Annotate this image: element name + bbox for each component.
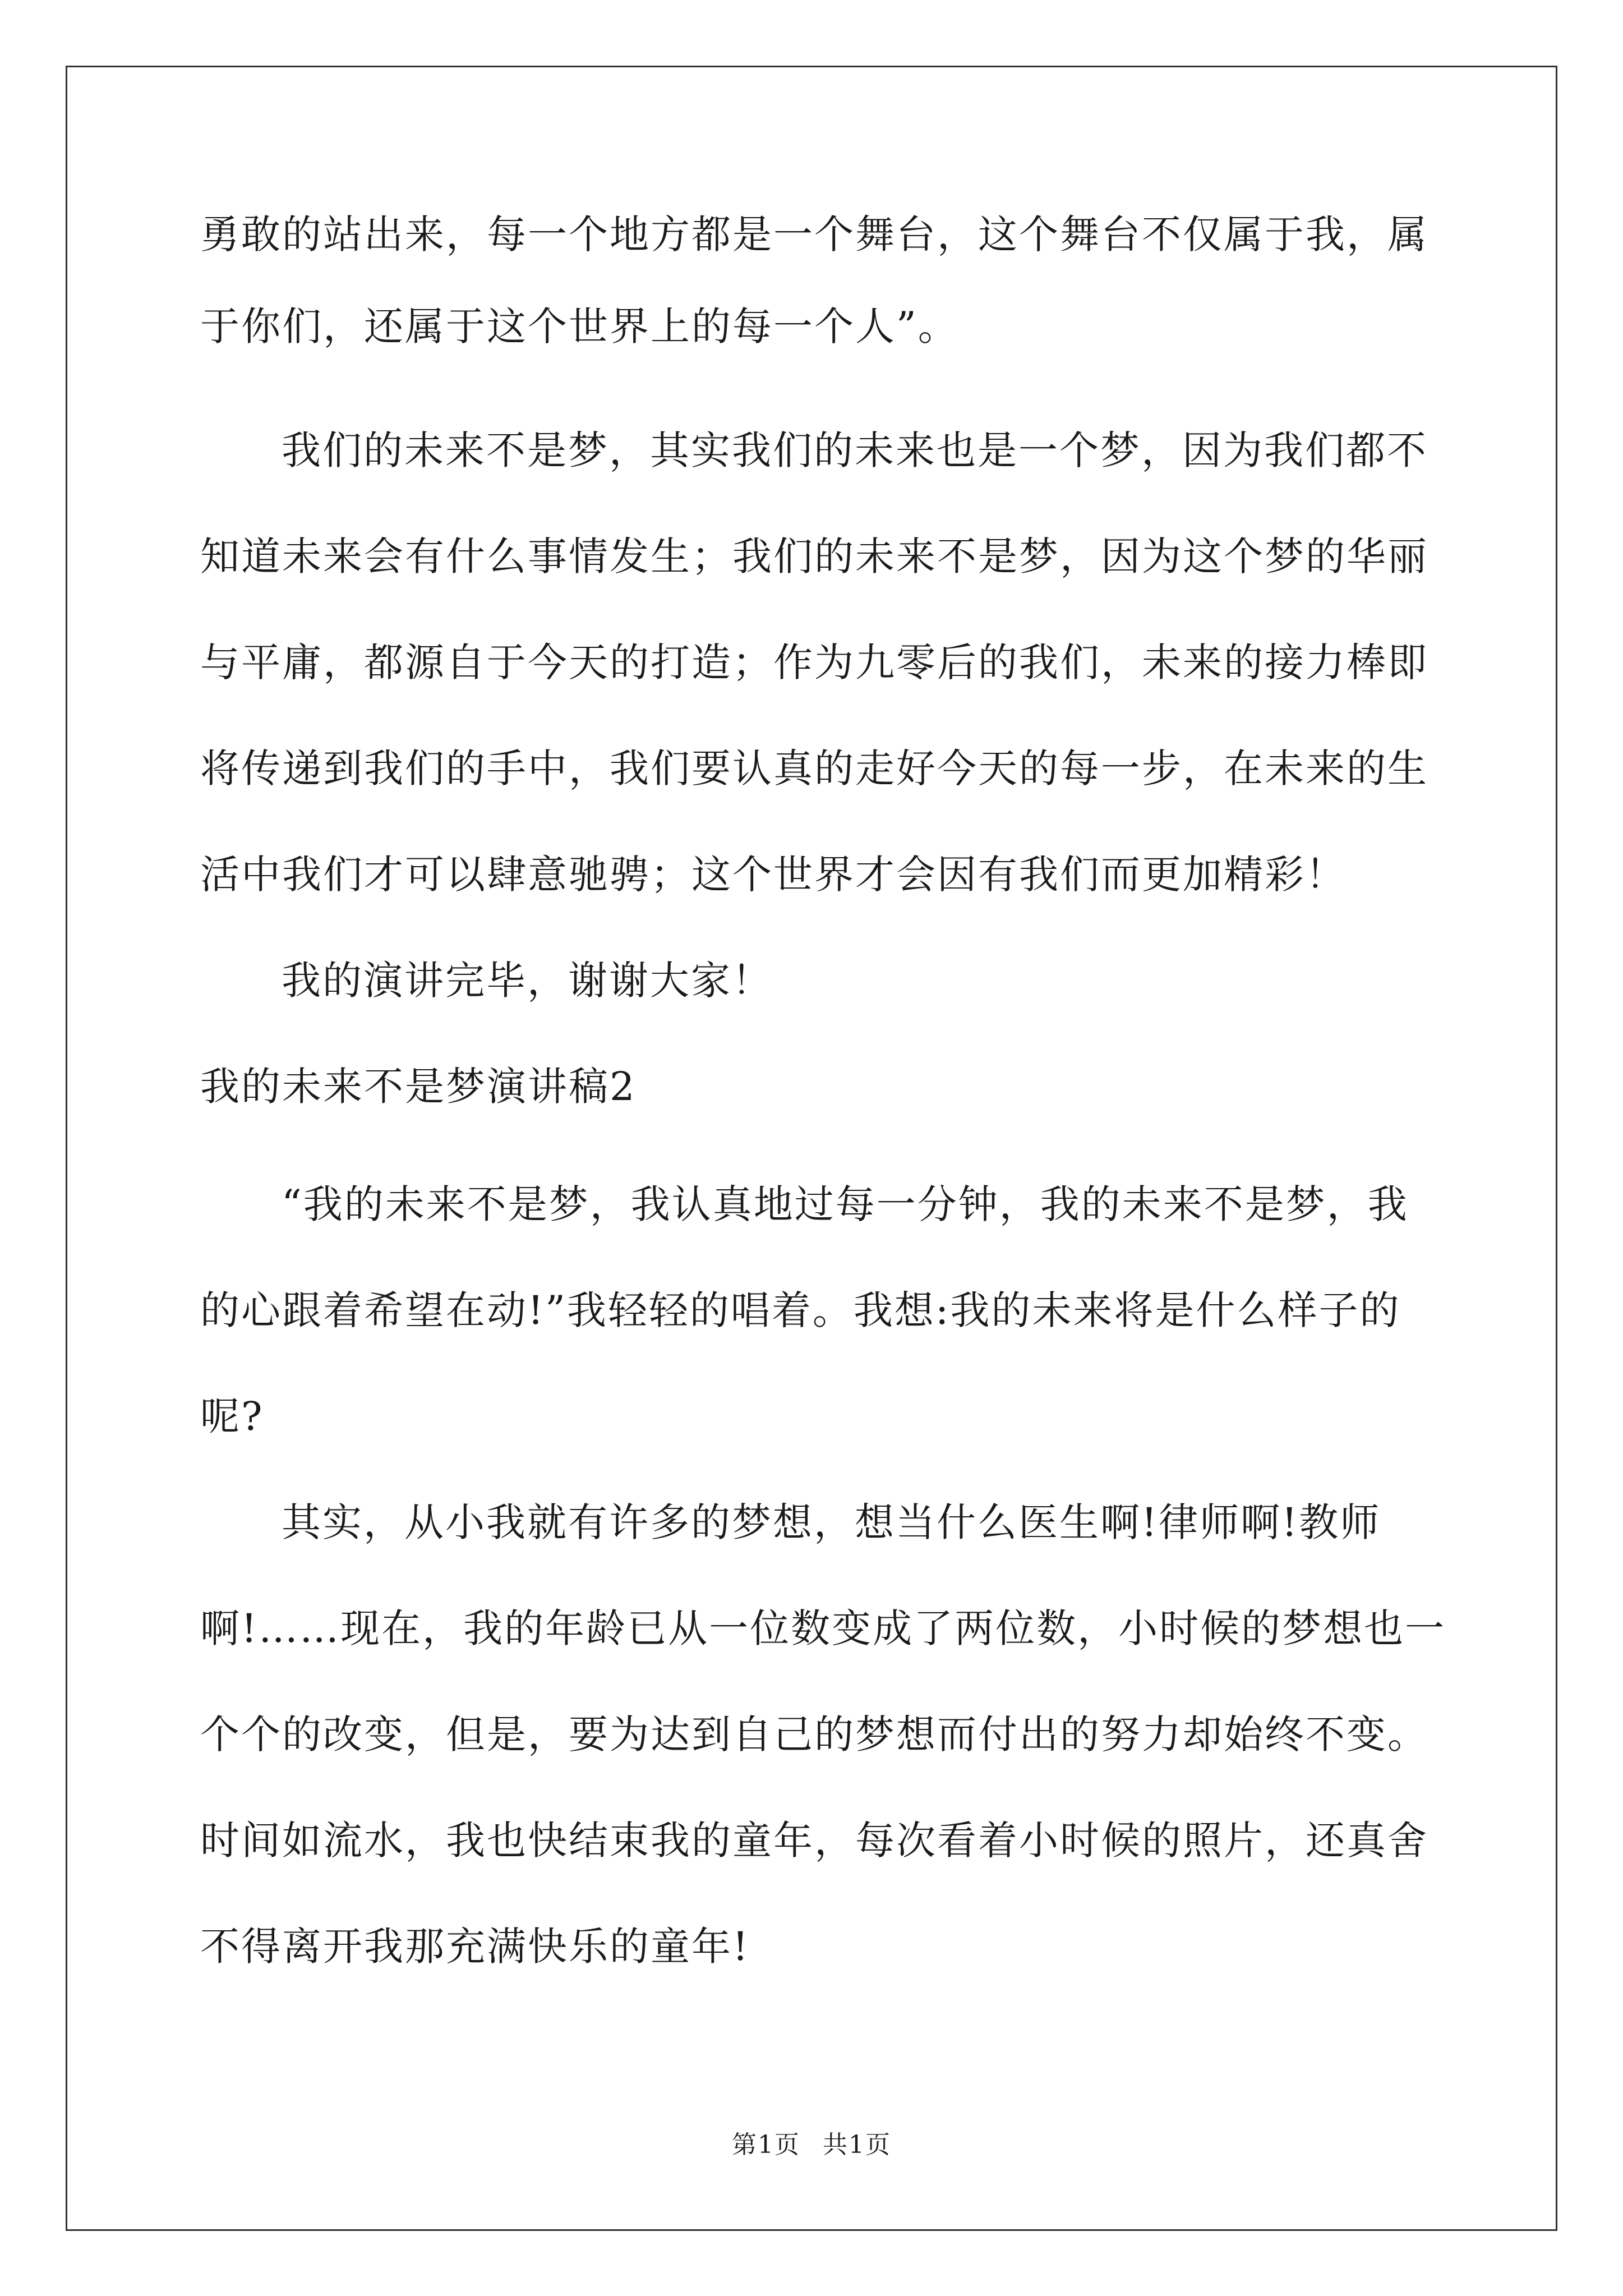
text-line: 勇敢的站出来，每一个地方都是一个舞台，这个舞台不仅属于我，属 xyxy=(200,211,1428,257)
text-line: 知道未来会有什么事情发生；我们的未来不是梦，因为这个梦的华丽 xyxy=(200,533,1428,579)
text-line: 与平庸，都源自于今天的打造；作为九零后的我们，未来的接力棒即 xyxy=(200,639,1428,685)
text-line: 呢? xyxy=(200,1393,264,1439)
section-heading: 我的未来不是梦演讲稿2 xyxy=(200,1064,637,1110)
text-line: “我的未来不是梦，我认真地过每一分钟，我的未来不是梦，我 xyxy=(282,1181,1409,1227)
text-line: 时间如流水，我也快结束我的童年，每次看着小时候的照片，还真舍 xyxy=(200,1818,1428,1864)
page-number-total: 共1页 xyxy=(823,2131,891,2159)
page-border xyxy=(66,66,1557,2231)
text-line: 将传递到我们的手中，我们要认真的走好今天的每一步，在未来的生 xyxy=(200,746,1428,792)
text-line: 的心跟着希望在动!”我轻轻的唱着。我想:我的未来将是什么样子的 xyxy=(200,1287,1401,1333)
text-line: 不得离开我那充满快乐的童年! xyxy=(200,1924,750,1970)
text-line: 活中我们才可以肆意驰骋；这个世界才会因有我们而更加精彩！ xyxy=(200,852,1347,898)
text-line: 其实，从小我就有许多的梦想，想当什么医生啊!律师啊!教师 xyxy=(282,1499,1381,1545)
text-line: 我们的未来不是梦，其实我们的未来也是一个梦，因为我们都不 xyxy=(282,427,1428,473)
text-line: 啊!……现在，我的年龄已从一位数变成了两位数，小时候的梦想也一 xyxy=(200,1605,1446,1651)
page-number-current: 第1页 xyxy=(732,2131,800,2159)
text-line: 个个的改变，但是，要为达到自己的梦想而付出的努力却始终不变。 xyxy=(200,1711,1428,1757)
text-line: 我的演讲完毕，谢谢大家！ xyxy=(282,958,773,1004)
page-footer xyxy=(0,2128,1623,2162)
text-line: 于你们，还属于这个世界上的每一个人”。 xyxy=(200,303,959,349)
